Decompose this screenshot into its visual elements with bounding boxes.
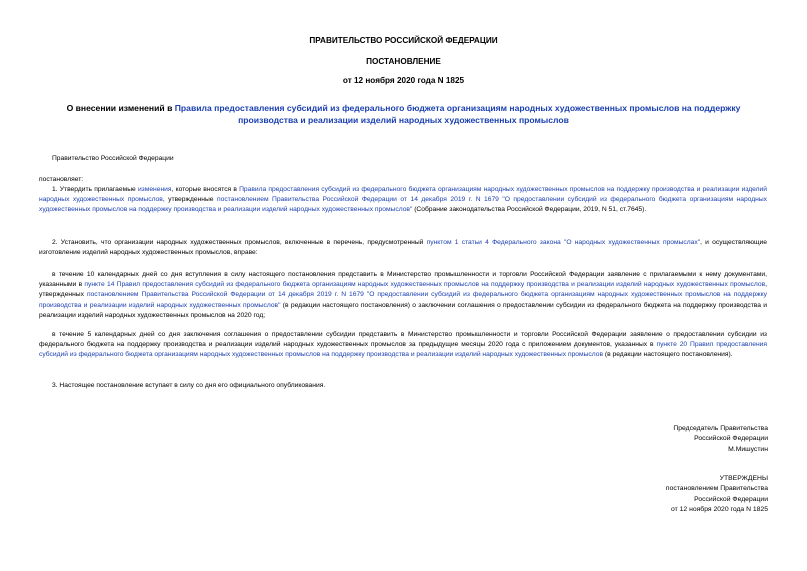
p1-decree-link[interactable]: постановлением Правительства Российской Федерации от 14 декабря 2019 г. N 1679 "О предоставлении субсидий из федерального бюджета организациям народных художественных промыслов на поддержку производства и реализации изделий народных художественных промыслов" [39, 196, 767, 214]
signature-country: Российской Федерации [694, 435, 768, 443]
p4-text-1: в течение 5 календарных дней со дня заключения соглашения о предоставлении субсидии представить в Министерство промышленности и торговли Российской Федерации заявление о предоставлении субсидии из федерального бюджета на поддержку производства и реализации изделий народных художественных промыслов за предыдущие месяцы 2020 года с приложением документов, указанных в [39, 331, 767, 349]
header-government: ПРАВИТЕЛЬСТВО РОССИЙСКОЙ ФЕДЕРАЦИИ [309, 36, 498, 45]
paragraph-3 [39, 270, 767, 321]
p2-text-2: , и осуществляющие изготовление изделий народных художественных промыслов, вправе: [39, 239, 767, 257]
decides-line: постановляет: [39, 176, 84, 183]
approved-block [666, 474, 768, 515]
p3-text-3: (в редакции настоящего постановления) о заключении соглашения о предоставлении субсидии из федерального бюджета на поддержку производства и реализации изделий народных художественных промыслов на 2020 год; [39, 301, 767, 319]
p2-text-1: 2. Установить, что организации народных художественных промыслов, включенные в перечень, предусмотренный [52, 239, 427, 246]
signature-name: М.Мишустин [728, 445, 768, 453]
approved-country: Российской Федерации [694, 495, 768, 503]
p1-text-2: , которые вносятся в [171, 186, 240, 193]
p3-text-2: , утвержденных [39, 281, 767, 299]
p1-text-1: 1. Утвердить прилагаемые [52, 186, 138, 193]
document-title [50, 103, 757, 126]
p1-text-4: (Собрание законодательства Российской Федерации, 2019, N 51, ст.7645). [412, 206, 647, 214]
paragraph-4 [39, 330, 767, 361]
p1-text-3: , утвержденные [162, 196, 217, 204]
p4-item20-link[interactable]: пункте 20 Правил предоставления субсидий из федерального бюджета организациям народных художественных промыслов на поддержку производства и реализации изделий народных художественных промыслов [39, 341, 767, 359]
p3-decree-link[interactable]: постановлением Правительства Российской Федерации от 14 декабря 2019 г. N 1679 "О предоставлении субсидий из федерального бюджета организациям народных художественных промыслов на поддержку производства и реализации изделий народных художественных промыслов" [39, 291, 767, 309]
title-prefix: О внесении изменений в [66, 103, 175, 113]
p1-rules-link[interactable]: Правила предоставления субсидий из федерального бюджета организациям народных художественных промыслов на поддержку производства и реализации изделий народных художественных промыслов [39, 186, 767, 204]
approved-date: от 12 ноября 2020 года N 1825 [671, 505, 768, 513]
header-date-number: от 12 ноября 2020 года N 1825 [342, 76, 465, 85]
paragraph-2 [39, 238, 767, 258]
signature-block [673, 424, 768, 455]
signature-position: Председатель Правительства [673, 425, 768, 432]
paragraph-1 [39, 185, 767, 216]
title-rules-link[interactable]: Правила предоставления субсидий из федерального бюджета организациям народных художественных промыслов на поддержку производства и реализации изделий народных художественных промыслов [174, 103, 741, 125]
paragraph-5: 3. Настоящее постановление вступает в силу со дня его официального опубликования. [52, 382, 326, 389]
government-line: Правительство Российской Федерации [52, 155, 174, 162]
p2-law-link[interactable]: пунктом 1 статьи 4 Федерального закона "О народных художественных промыслах" [426, 239, 701, 246]
p3-item14-link[interactable]: пункте 14 Правил предоставления субсидий из федерального бюджета организациям народных художественных промыслов на поддержку производства и реализации изделий народных художественных промыслов [84, 281, 766, 289]
approved-title: УТВЕРЖДЕНЫ [719, 475, 768, 482]
p4-text-2: (в редакции настоящего постановления). [603, 351, 733, 359]
p1-changes-link[interactable]: изменения [137, 186, 172, 193]
p3-text-1: в течение 10 календарных дней со дня вступления в силу настоящего постановления представить в Министерство промышленности и торговли Российской Федерации заявление с прилагаемыми к нему документами, указанными в [39, 271, 767, 289]
header-doc-type: ПОСТАНОВЛЕНИЕ [366, 57, 441, 66]
approved-by: постановлением Правительства [665, 485, 768, 493]
